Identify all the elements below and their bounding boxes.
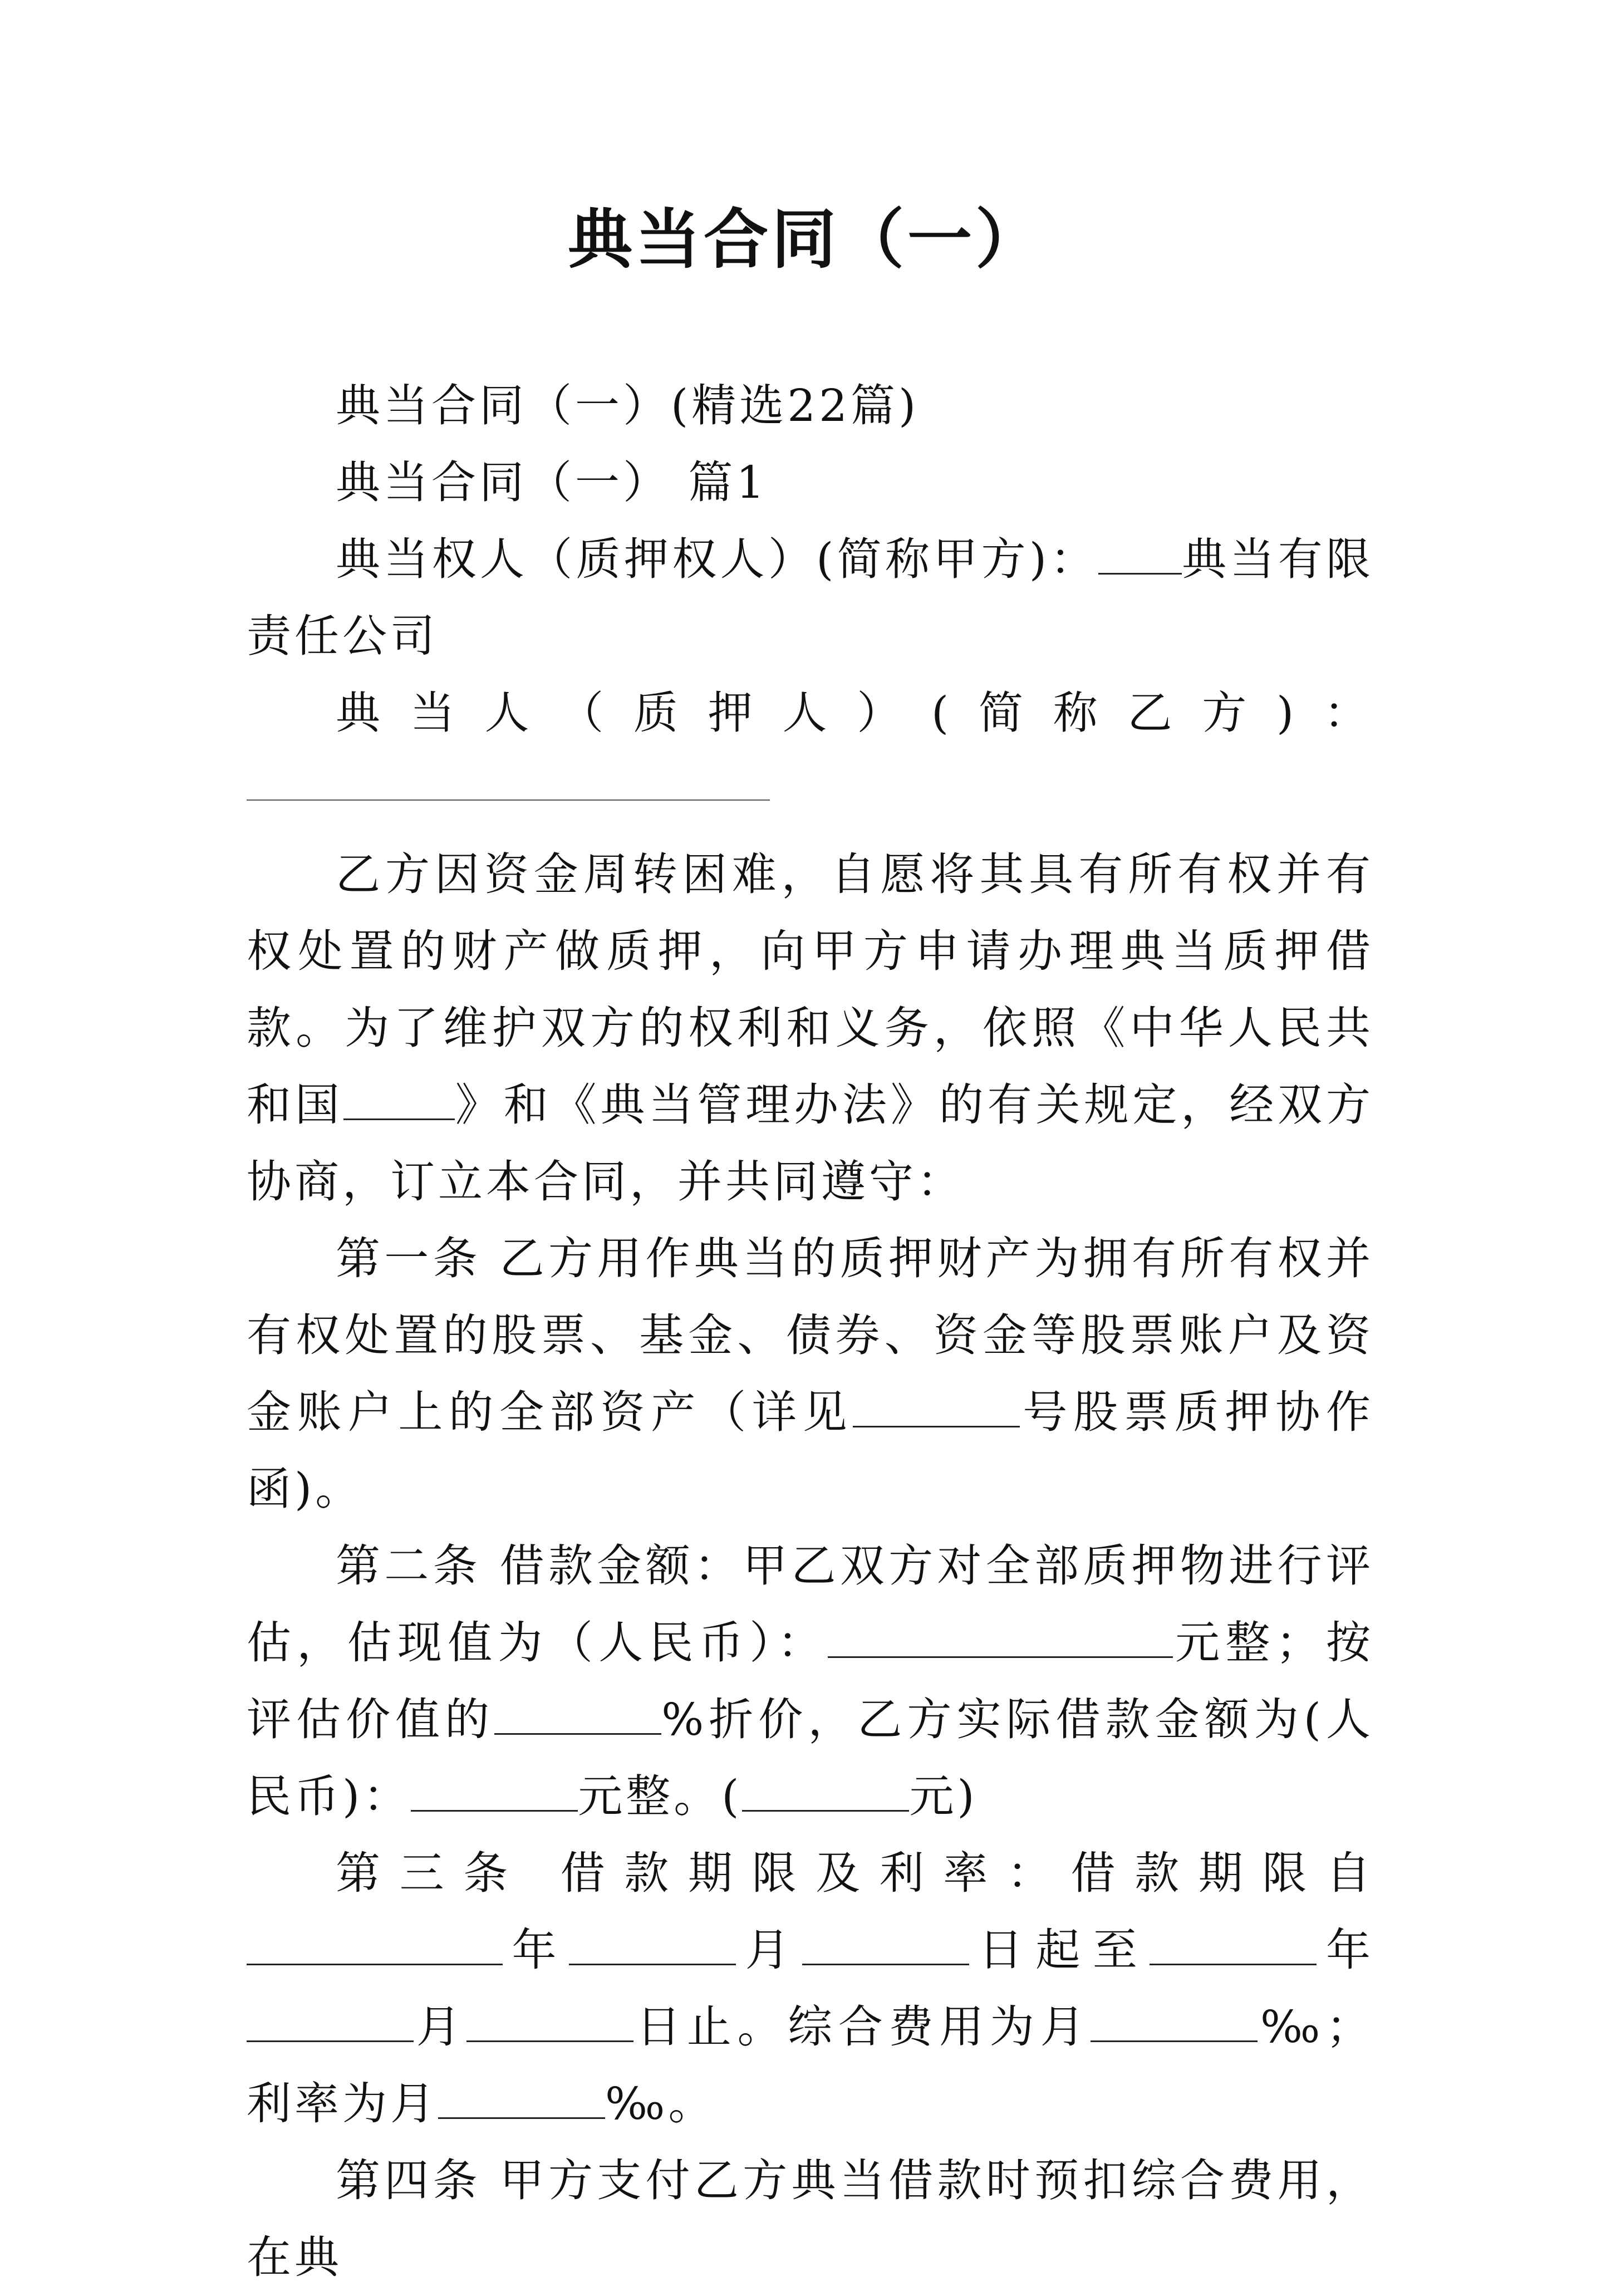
end-day-blank	[466, 2001, 633, 2042]
pledgor-blank	[247, 752, 770, 801]
paragraph-preamble	[247, 836, 1374, 1220]
preamble-text-a: 乙方因资金周转困难，自愿将其具有所有权并有权处置的财产做质押，向甲方申请办理典当质押借款。为了维护双方的权利和义务，依照《中华人民共和国	[247, 848, 1374, 1131]
document-body	[247, 367, 1374, 2296]
law-name-blank	[343, 1080, 455, 1120]
fee-rate-blank	[1091, 2001, 1258, 2042]
pledgee-label: 典当权人（质押权人）(简称甲方)：	[336, 533, 1098, 585]
start-month-blank	[569, 1925, 736, 1965]
article-3-text-h: ‰；利率为月	[247, 2001, 1374, 2130]
article-3-year-1: 年	[503, 1924, 569, 1976]
paragraph-pledgee	[247, 521, 1374, 675]
end-year-blank	[1150, 1925, 1317, 1965]
valuation-blank	[828, 1617, 1173, 1658]
paragraph-article-1	[247, 1220, 1374, 1528]
article-3-month-1: 月	[736, 1924, 803, 1976]
loan-amount-figure-blank	[742, 1771, 909, 1812]
letter-number-blank	[853, 1387, 1020, 1427]
paragraph-pledgor: 典当人（质押人）(简称乙方)：	[336, 687, 1374, 739]
paragraph-article-3	[247, 1835, 1374, 2142]
article-2-text-d: 元整。(	[578, 1770, 743, 1822]
article-3-text-i: ‰。	[605, 2078, 716, 2130]
article-2-text-a: 第二条 借款金额：甲乙双方对全部质押物进行评估，估现值为（人民币）：	[247, 1540, 1374, 1669]
article-3-text-g: 日止。综合费用为月	[633, 2001, 1091, 2053]
article-3-text-a: 第三条 借款期限及利率：借款期限自	[336, 1847, 1374, 1899]
article-1-text-b: 号股票质押协作函)。	[247, 1386, 1374, 1515]
document-title: 典当合同（一）	[568, 202, 1043, 277]
article-2-text-c: %折价，乙方实际借款金额为(人民币)：	[247, 1694, 1374, 1822]
preamble-text-b: 》和《典当管理办法》的有关规定，经双方协商，订立本合同，并共同遵守：	[247, 1079, 1374, 1208]
paragraph-article-4: 第四条 甲方支付乙方典当借款时预扣综合费用，在典	[247, 2155, 1374, 2283]
paragraph-article-2	[247, 1528, 1374, 1835]
pledgee-blank	[1098, 534, 1182, 575]
discount-blank	[494, 1694, 661, 1735]
article-3-year-2: 年	[1317, 1924, 1374, 1976]
article-2-text-b: 元整；按评估价值的	[247, 1617, 1374, 1745]
interest-rate-blank	[438, 2078, 605, 2119]
paragraph-subtitle: 典当合同（一）(精选22篇)	[336, 380, 920, 431]
article-3-text-d: 日起至	[969, 1924, 1150, 1976]
article-3-month-2: 月	[414, 2001, 467, 2053]
pledgee-company: 典当有限责任公司	[247, 533, 1374, 662]
article-1-text-a: 第一条 乙方用作典当的质押财产为拥有所有权并有权处置的股票、基金、债券、资金等股票账户及资金账户上的全部资产（详见	[247, 1233, 1374, 1438]
loan-amount-blank	[411, 1771, 578, 1812]
start-day-blank	[802, 1925, 969, 1965]
end-month-blank	[247, 2001, 414, 2042]
start-year-blank	[247, 1925, 503, 1965]
paragraph-section-heading: 典当合同（一） 篇1	[336, 457, 768, 508]
article-2-text-e: 元)	[909, 1770, 978, 1822]
